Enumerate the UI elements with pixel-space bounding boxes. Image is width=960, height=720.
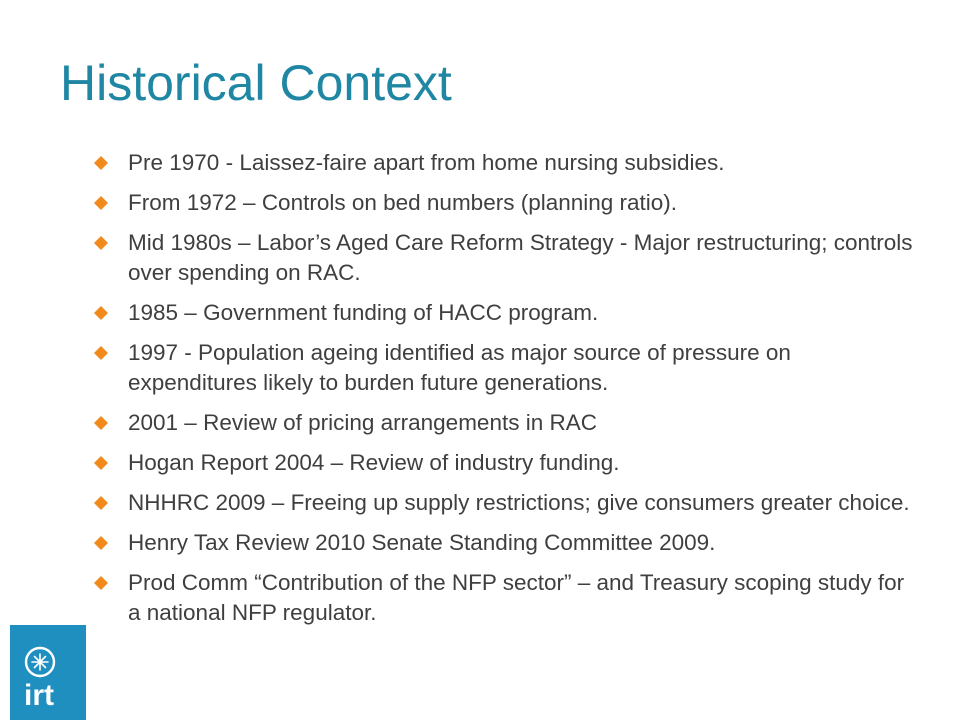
bullet-text: 1997 - Population ageing identified as major source of pressure on expenditures likely to burden future generations. xyxy=(128,340,791,395)
bullet-text: 1985 – Government funding of HACC program. xyxy=(128,300,599,325)
bullet-item xyxy=(94,568,914,628)
bullet-text: Pre 1970 - Laissez-faire apart from home nursing subsidies. xyxy=(128,150,725,175)
bullet-list xyxy=(94,148,914,638)
diamond-bullet-icon xyxy=(94,346,108,360)
diamond-bullet-icon xyxy=(94,306,108,320)
bullet-item xyxy=(94,408,914,438)
bullet-text: Mid 1980s – Labor’s Aged Care Reform Strategy - Major restructuring; controls over spending on RAC. xyxy=(128,230,913,285)
diamond-bullet-icon xyxy=(94,456,108,470)
bullet-text: NHHRC 2009 – Freeing up supply restrictions; give consumers greater choice. xyxy=(128,490,910,515)
slide-title: Historical Context xyxy=(60,55,452,111)
bullet-item xyxy=(94,148,914,178)
bullet-item xyxy=(94,228,914,288)
diamond-bullet-icon xyxy=(94,576,108,590)
diamond-bullet-icon xyxy=(94,156,108,170)
bullet-item xyxy=(94,488,914,518)
diamond-bullet-icon xyxy=(94,416,108,430)
diamond-bullet-icon xyxy=(94,496,108,510)
bullet-text: Prod Comm “Contribution of the NFP sector” – and Treasury scoping study for a national NFP regulator. xyxy=(128,570,905,625)
bullet-item xyxy=(94,298,914,328)
bullet-text: From 1972 – Controls on bed numbers (planning ratio). xyxy=(128,190,678,215)
bullet-text: Henry Tax Review 2010 Senate Standing Committee 2009. xyxy=(128,530,716,555)
bullet-item xyxy=(94,448,914,478)
diamond-bullet-icon xyxy=(94,236,108,250)
logo-wordmark: irt xyxy=(24,679,54,712)
diamond-bullet-icon xyxy=(94,196,108,210)
bullet-item xyxy=(94,338,914,398)
irt-logo xyxy=(10,625,86,720)
bullet-text: 2001 – Review of pricing arrangements in RAC xyxy=(128,410,597,435)
bullet-item xyxy=(94,528,914,558)
bullet-text: Hogan Report 2004 – Review of industry funding. xyxy=(128,450,620,475)
irt-logo-icon xyxy=(10,625,86,720)
diamond-bullet-icon xyxy=(94,536,108,550)
bullet-item xyxy=(94,188,914,218)
